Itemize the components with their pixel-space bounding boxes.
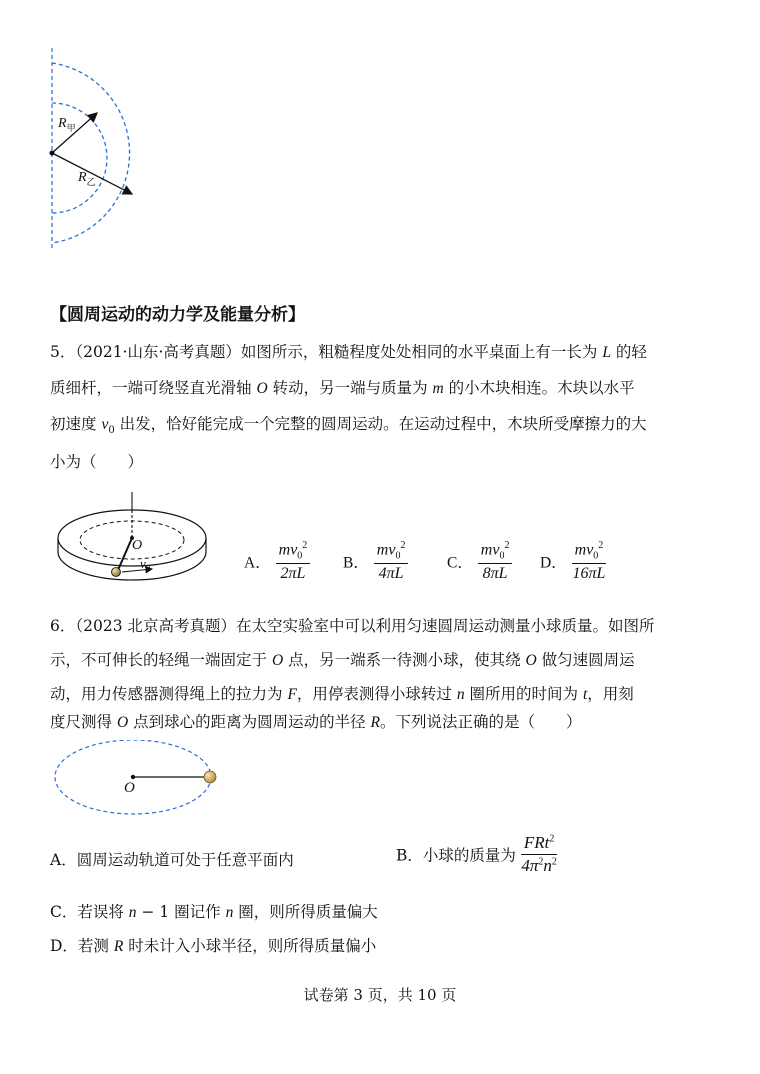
outer-semicircle xyxy=(52,63,130,243)
q5-fig-label-o: O xyxy=(132,538,143,553)
q6-option-c[interactable]: C．若误将 n − 1 圈记作 n 圈，则所得质量偏大 xyxy=(50,903,378,921)
q5-fig-label-v: $v_0$ xyxy=(140,556,151,574)
q5-option-d[interactable]: D． $\frac{mv_0^2}{16\pi L}$ xyxy=(540,540,606,582)
q5-option-a[interactable]: A． $\frac{mv_0^2}{2\pi L}$ xyxy=(244,540,310,583)
test-ball xyxy=(204,771,216,783)
q5-option-c[interactable]: C． $\frac{mv_0^2}{8\pi L}$ xyxy=(447,540,512,583)
q5-line-2: 质细杆，一端可绕竖直光滑轴 O 转动，另一端与质量为 m 的小木块相连。木块以水平 xyxy=(50,379,635,397)
q6-option-d[interactable]: D．若测 R 时未计入小球半径，则所得质量偏小 xyxy=(50,937,377,955)
section-heading: 【圆周运动的动力学及能量分析】 xyxy=(50,305,305,325)
concentric-semicircles-figure xyxy=(40,40,160,255)
q6-line-1: 6．（2023 北京高考真题）在太空实验室中可以利用匀速圆周运动测量小球质量。如图所 xyxy=(50,617,655,635)
q6-line-2: 示，不可伸长的轻绳一端固定于 O 点，另一端系一待测小球，使其绕 O 做匀速圆周运 xyxy=(50,651,635,669)
q6-fig-label-o: O xyxy=(124,780,135,796)
q5-line-1: 5．（2021·山东·高考真题）如图所示，粗糙程度处处相同的水平桌面上有一长为 L 的轻 xyxy=(50,343,647,361)
wood-block xyxy=(112,568,121,577)
orbit-figure xyxy=(45,740,225,820)
q6-line-4: 度尺测得 O 点到球心的距离为圆周运动的半径 R。下列说法正确的是（ ） xyxy=(50,713,582,731)
q6-line-3: 动，用力传感器测得绳上的拉力为 F，用停表测得小球转过 n 圈所用的时间为 t，用刻 xyxy=(50,685,634,703)
q5-line-4: 小为（ ） xyxy=(50,453,144,471)
q6-option-b[interactable]: B．小球的质量为 $\frac{FRt^2}{4\pi^2n^2}$ xyxy=(396,833,557,875)
label-r-jia: $R_甲$ xyxy=(58,116,76,133)
page-footer: 试卷第 3 页，共 10 页 xyxy=(303,986,457,1004)
q6-option-a[interactable]: A．圆周运动轨道可处于任意平面内 xyxy=(50,851,294,869)
label-r-yi: $R_乙$ xyxy=(78,170,96,187)
q5-line-3: 初速度 $v_0$ 出发，恰好能完成一个完整的圆周运动。在运动过程中，木块所受摩擦力的大 xyxy=(50,415,647,437)
q5-option-b[interactable]: B． $\frac{mv_0^2}{4\pi L}$ xyxy=(343,540,408,583)
